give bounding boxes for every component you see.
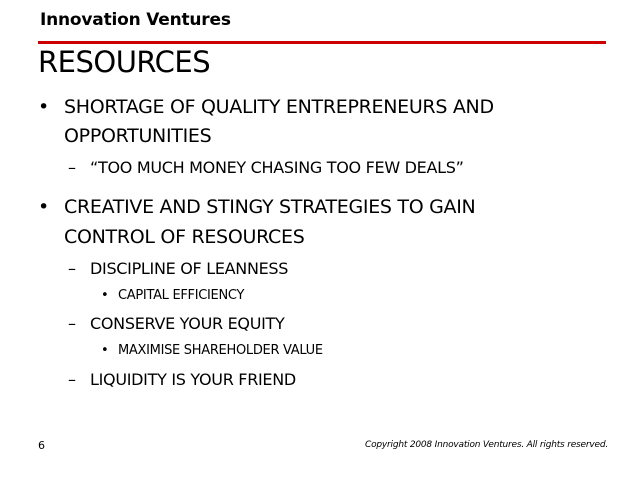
bullet-marker: • [101, 288, 109, 303]
sub-sub-item-capital-efficiency: CAPITAL EFFICIENCY [118, 288, 245, 303]
sub-item-leanness: DISCIPLINE OF LEANNESS [90, 259, 289, 278]
dash-marker: – [68, 314, 76, 333]
bullet-marker: • [38, 196, 50, 218]
dash-marker: – [68, 259, 76, 278]
bullet-item-strategies-continued: CONTROL OF RESOURCES [64, 226, 305, 248]
slide-title: RESOURCES [38, 45, 211, 79]
bullet-item-strategies: CREATIVE AND STINGY STRATEGIES TO GAIN [64, 196, 476, 218]
sub-item-conserve-equity: CONSERVE YOUR EQUITY [90, 314, 285, 333]
sub-item-liquidity: LIQUIDITY IS YOUR FRIEND [90, 370, 296, 389]
sub-sub-item-shareholder-value: MAXIMISE SHAREHOLDER VALUE [118, 343, 323, 358]
bullet-marker: • [101, 343, 109, 358]
copyright-notice: Copyright 2008 Innovation Ventures. All rights reserved. [365, 440, 608, 450]
dash-marker: – [68, 158, 76, 177]
slide-number: 6 [38, 439, 45, 452]
bullet-marker: • [38, 96, 50, 118]
bullet-item-shortage: SHORTAGE OF QUALITY ENTREPRENEURS AND [64, 96, 494, 118]
sub-item-too-much-money: “TOO MUCH MONEY CHASING TOO FEW DEALS” [90, 158, 464, 177]
bullet-item-shortage-continued: OPPORTUNITIES [64, 125, 212, 147]
brand-name: Innovation Ventures [40, 10, 231, 30]
dash-marker: – [68, 370, 76, 389]
